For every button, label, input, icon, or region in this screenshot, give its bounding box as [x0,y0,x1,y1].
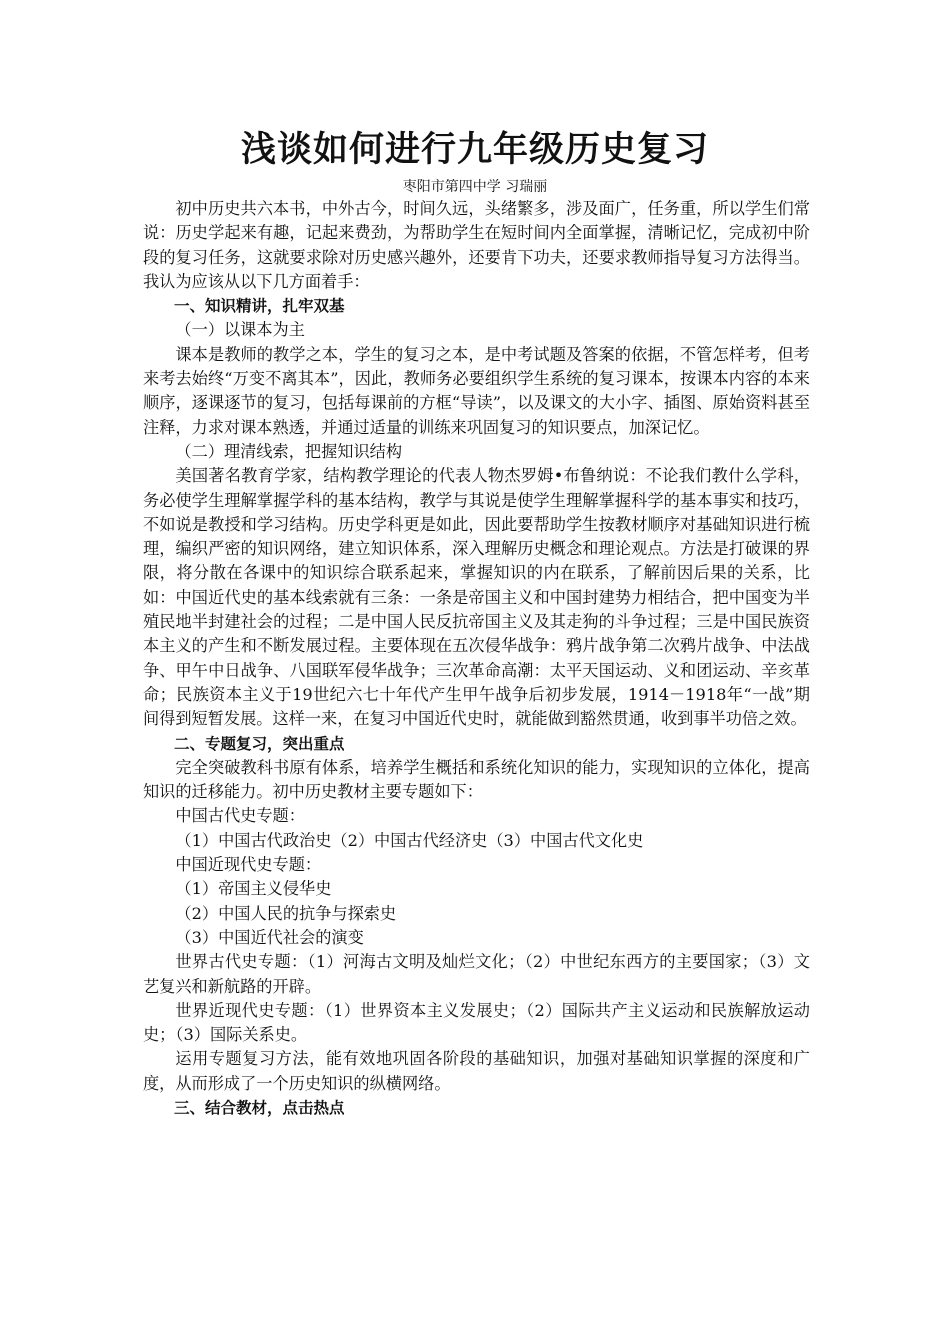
intro-paragraph: 初中历史共六本书，中外古今，时间久远，头绪繁多，涉及面广，任务重，所以学生们常说：历史学起来有趣，记起来费劲，为帮助学生在短时间内全面掌握，清晰记忆，完成初中阶段的复习任务，这就要求除对历史感兴趣外，还要肯下功夫，还要求教师指导复习方法得当。我认为应该从以下几方面着手： [143,199,810,291]
section-2-heading: 二、专题复习，突出重点 [174,734,345,753]
section-1-sub-1-paragraph: 课本是教师的教学之本，学生的复习之本，是中考试题及答案的依据，不管怎样考，但考来考去始终“万变不离其本”，因此，教师务必要组织学生系统的复习课本，按课本内容的本来顺序，逐课逐节的复习，包括每课前的方框“导读”，以及课文的大小字、插图、原始资料甚至注释，力求对课本熟透，并通过适量的训练来巩固复习的知识要点，加深记忆。 [143,344,810,437]
section-1-sub-2-title: （二）理清线索，把握知识结构 [175,441,403,461]
section-1-heading: 一、知识精讲，扎牢双基 [174,297,345,316]
document-body [143,197,810,1120]
ancient-world-paragraph: 世界古代史专题：（1）河海古文明及灿烂文化；（2）中世纪东西方的主要国家；（3）文艺复兴和新航路的开辟。 [143,952,810,996]
modern-china-label: 中国近现代史专题： [175,855,322,875]
ancient-china-label: 中国古代史专题： [175,806,305,826]
document-title: 浅谈如何进行九年级历史复习 [240,130,709,170]
modern-china-item-1: （1）帝国主义侵华史 [175,879,332,899]
modern-china-item-2: （2）中国人民的抗争与探索史 [175,903,397,923]
section-1-sub-2-paragraph: 美国著名教育学家，结构教学理论的代表人物杰罗姆•布鲁纳说：不论我们教什么学科，务必使学生理解掌握学科的基本结构，教学与其说是使学生理解掌握科学的基本事实和技巧，不如说是教授和学习结构。历史学科更是如此，因此要帮助学生按教材顺序对基础知识进行梳理，编织严密的知识网络，建立知识体系，深入理解历史概念和理论观点。方法是打破课的界限，将分散在各课中的知识综合联系起来，掌握知识的内在联系，了解前因后果的关系，比如：中国近代史的基本线索就有三条：一条是帝国主义和中国封建势力相结合，把中国变为半殖民地半封建社会的过程；二是中国人民反抗帝国主义及其走狗的斗争过程；三是中国民族资本主义的产生和不断发展过程。主要体现在五次侵华战争：鸦片战争第二次鸦片战争、中法战争、甲午中日战争、八国联军侵华战争；三次革命高潮：太平天国运动、义和团运动、辛亥革命；民族资本主义于19世纪六七十年代产生甲午战争后初步发展，1914－1918年“一战”期间得到短暂发展。这样一来，在复习中国近代史时，就能做到豁然贯通，收到事半功倍之效。 [143,466,810,729]
section-2-intro-paragraph: 完全突破教科书原有体系，培养学生概括和系统化知识的能力，实现知识的立体化，提高知识的迁移能力。初中历史教材主要专题如下： [143,757,810,802]
section-1-sub-1-title: （一）以课本为主 [175,320,305,340]
section-2-conclusion-paragraph: 运用专题复习方法，能有效地巩固各阶段的基础知识，加强对基础知识掌握的深度和广度，从而形成了一个历史知识的纵横网络。 [143,1049,810,1093]
ancient-china-items: （1）中国古代政治史（2）中国古代经济史（3）中国古代文化史 [175,830,644,850]
document-author: 枣阳市第四中学 习瑞丽 [402,179,548,195]
modern-china-item-3: （3）中国近代社会的演变 [175,927,364,947]
modern-world-paragraph: 世界近现代史专题：（1）世界资本主义发展史；（2）国际共产主义运动和民族解放运动史；（3）国际关系史。 [143,1000,810,1045]
section-3-heading: 三、结合教材，点击热点 [174,1098,345,1117]
